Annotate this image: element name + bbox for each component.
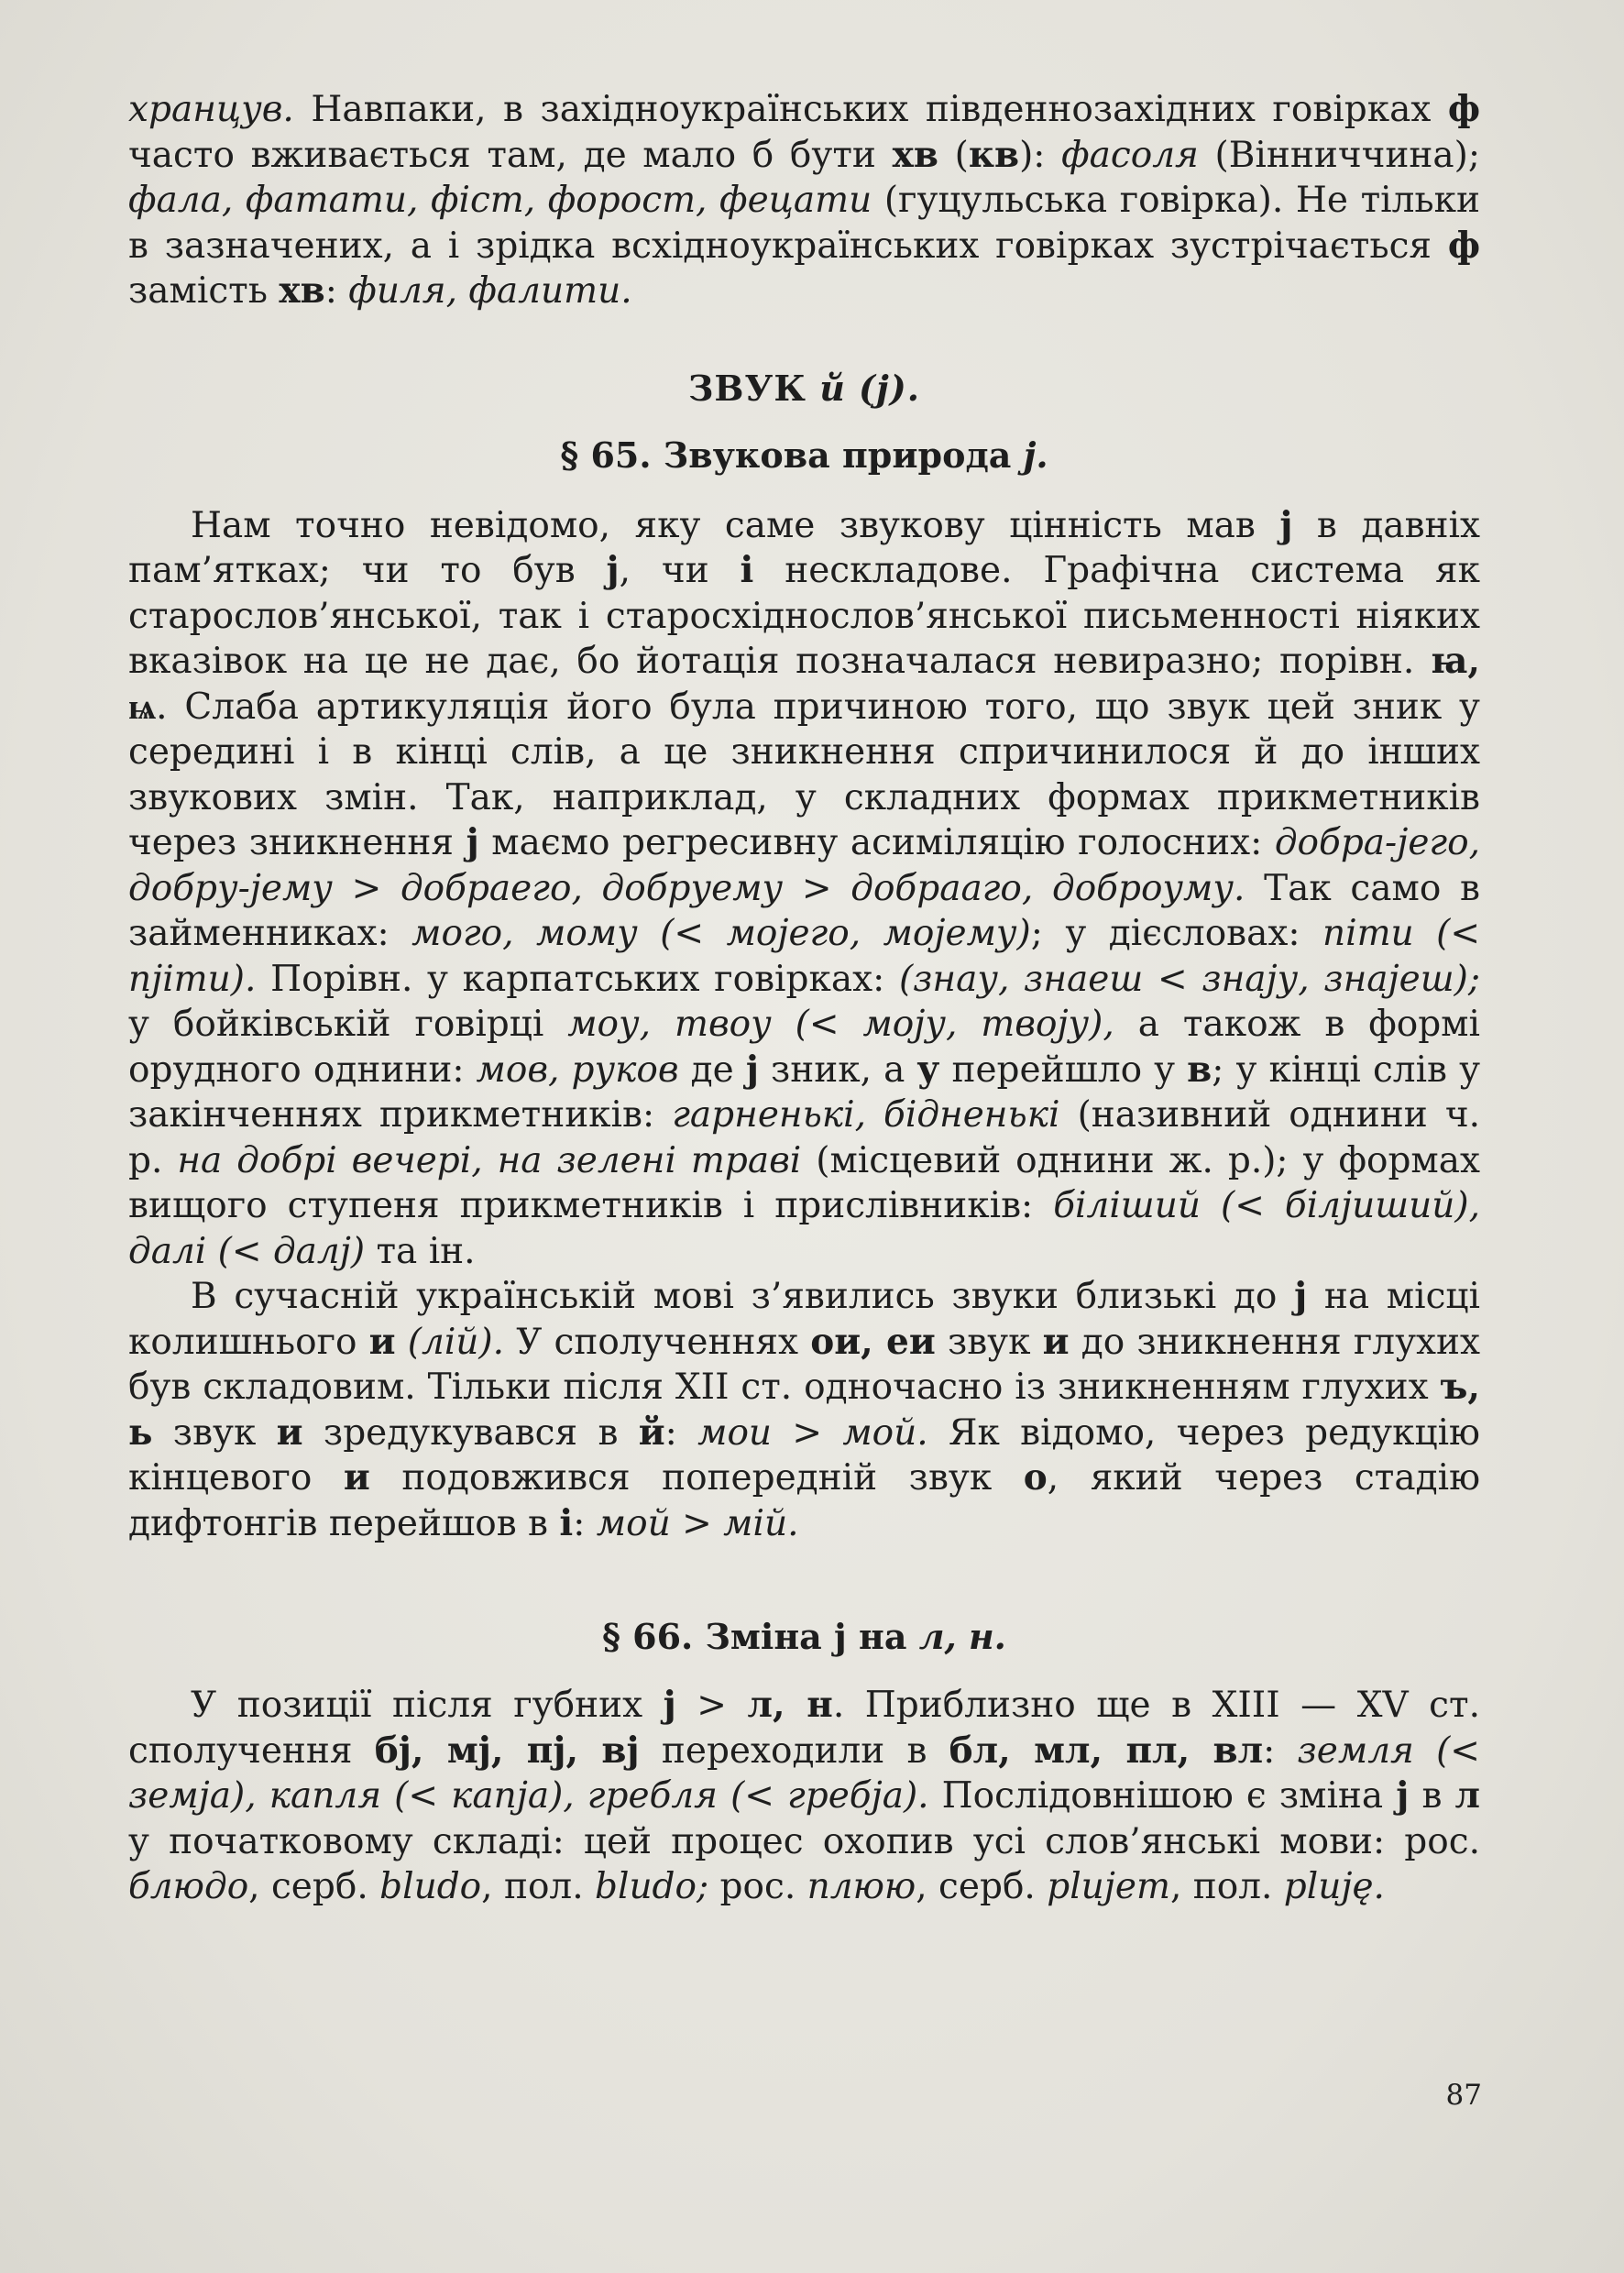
- p4-run-23: plujem: [1047, 1866, 1170, 1907]
- h65-run-1: j.: [1023, 434, 1048, 476]
- p2-run-3: j: [606, 549, 620, 591]
- p2-run-26: перейшло у: [939, 1049, 1188, 1091]
- p2-run-16: Порівн. у карпатських говірках:: [256, 958, 899, 1000]
- p2-run-30: (називний однини ч. р.: [128, 1094, 1481, 1181]
- paragraph-modern-language: [128, 1274, 1480, 1546]
- p4-run-19: bludo;: [595, 1866, 709, 1907]
- p1-run-3: часто вживається там, де мало б бути: [128, 134, 893, 176]
- text-column: [128, 87, 1480, 1910]
- p4-run-1: j: [663, 1684, 676, 1726]
- p4-run-10: Послідовнішою є зміна: [928, 1775, 1397, 1817]
- p3-run-20: подовжився попередній звук: [369, 1457, 1024, 1499]
- p4-run-3: л, н: [747, 1684, 833, 1726]
- p4-run-13: л: [1454, 1774, 1480, 1817]
- p2-run-2: в давніх пам’ятках; чи то був: [128, 504, 1480, 591]
- p3-run-2: на місці колишнього: [128, 1276, 1480, 1363]
- p1-run-10: фала, фатати, фіст, форост, фецати: [128, 180, 872, 221]
- p4-run-17: bludo: [379, 1866, 482, 1907]
- p1-run-0: хранцув.: [128, 89, 294, 130]
- p1-run-11: (гуцульська говірка). Не тільки в зазначених, а і зрідка всхідноукраїнських говірках зустрічається: [128, 180, 1480, 267]
- p2-run-8: . Слаба артикуляція його була причиною того, що звук цей зник у середині і в кінці слів, а це зникнення спричинилося й до інших звукових змін. Так, наприклад, у складних формах прикметників через зникнення: [128, 686, 1480, 863]
- p4-run-7: бл, мл, пл, вл: [949, 1729, 1264, 1772]
- paragraph-continued: [128, 87, 1480, 314]
- p2-run-21: мов, руков: [476, 1049, 679, 1091]
- p2-run-32: (місцевий однини ж. р.); у формах вищого ступеня прикметників і прислівників:: [128, 1139, 1481, 1226]
- p1-run-15: :: [324, 270, 349, 312]
- p4-run-0: У позиції після губних: [191, 1685, 664, 1726]
- h66-run-1: j: [834, 1616, 847, 1657]
- p1-run-5: (: [938, 134, 969, 176]
- p3-run-14: зредукувався в: [302, 1411, 639, 1454]
- p3-run-13: и: [276, 1411, 303, 1454]
- p2-run-14: ; у дієсловах:: [1030, 913, 1322, 954]
- p1-run-6: кв: [968, 133, 1020, 176]
- p3-run-10: до зникнення глухих був складовим. Тільки після XII ст. одночасно із зникненням глухих: [128, 1321, 1481, 1408]
- p4-run-21: плюю: [807, 1866, 916, 1907]
- h_sound-run-1: й (j).: [819, 367, 920, 409]
- p4-run-2: >: [675, 1685, 748, 1726]
- h66-run-3: л, н.: [918, 1616, 1006, 1657]
- p2-run-1: j: [1279, 503, 1293, 546]
- p2-run-29: гарненькі, бідненькі: [672, 1094, 1060, 1136]
- p4-run-4: . Приблизно ще в XIII — XV ст. сполучення: [128, 1685, 1480, 1772]
- p2-run-10: маємо регресивну асиміляцію голосних:: [478, 822, 1275, 863]
- section-heading-sound-j: [128, 368, 1480, 409]
- p2-run-31: на добрі вечері, на зелені траві: [177, 1139, 802, 1181]
- section-heading-66: [128, 1616, 1480, 1657]
- p3-run-17: мои > мой.: [697, 1411, 928, 1454]
- p3-run-5: (лій).: [407, 1321, 505, 1363]
- p1-run-13: замість: [128, 270, 280, 312]
- p4-run-9: земля (< земја), капля (< капја), гребля (< гребја).: [128, 1729, 1480, 1817]
- p2-run-27: в: [1187, 1048, 1213, 1091]
- p2-run-20: а також в формі орудного однини:: [128, 1004, 1480, 1091]
- p2-run-12: Так само в займенниках:: [128, 867, 1480, 954]
- section-heading-65: [128, 434, 1480, 476]
- p3-run-4: [396, 1322, 408, 1363]
- p1-run-9: (Вінниччина);: [1198, 134, 1480, 176]
- p1-run-14: хв: [279, 269, 325, 312]
- p4-run-16: , серб.: [248, 1866, 380, 1907]
- page-number: 87: [1445, 2079, 1482, 2112]
- paragraph-sound-nature: [128, 503, 1480, 1275]
- p4-run-24: , пол.: [1169, 1866, 1284, 1907]
- p2-run-15: піти (< пјіти).: [128, 913, 1481, 1000]
- p3-run-8: звук: [935, 1321, 1043, 1363]
- p3-run-9: и: [1042, 1320, 1070, 1363]
- p4-run-5: бj, мj, пj, вj: [374, 1729, 640, 1772]
- p2-run-9: j: [466, 821, 479, 863]
- p2-run-24: зник, а: [758, 1049, 917, 1091]
- p4-run-18: , пол.: [481, 1866, 595, 1907]
- p3-run-24: :: [573, 1502, 597, 1544]
- p4-run-8: :: [1263, 1729, 1298, 1772]
- p2-run-17: (знау, знаеш < знају, знајеш);: [898, 958, 1481, 1000]
- p4-run-14: у початковому складі: цей процес охопив усі слов’янські мови: рос.: [128, 1820, 1480, 1862]
- p4-run-11: j: [1396, 1774, 1410, 1817]
- p2-run-5: і: [740, 549, 754, 591]
- p3-run-12: звук: [152, 1411, 277, 1454]
- p1-run-4: хв: [892, 133, 938, 176]
- p1-run-8: фасоля: [1061, 134, 1199, 176]
- p3-run-18: Як відомо, через редукцію кінцевого: [128, 1411, 1481, 1499]
- p3-run-6: У сполученнях: [504, 1321, 811, 1363]
- p2-run-25: у: [916, 1048, 940, 1091]
- p3-run-3: и: [368, 1320, 396, 1363]
- p2-run-33: біліший (< білјиший), далі (< далј): [128, 1185, 1481, 1272]
- p1-run-7: ):: [1019, 134, 1062, 176]
- p3-run-21: о: [1023, 1456, 1048, 1499]
- p3-run-1: j: [1294, 1275, 1308, 1317]
- p2-run-0: Нам точно невідомо, яку саме звукову цінність мав: [191, 504, 1280, 546]
- p2-run-4: , чи: [619, 550, 741, 591]
- p4-run-12: в: [1409, 1775, 1455, 1817]
- p2-run-22: де: [678, 1049, 746, 1091]
- p3-run-0: В сучасній українській мові з’явились звуки близькі до: [191, 1276, 1295, 1317]
- p3-run-19: и: [343, 1456, 370, 1499]
- p1-run-2: ф: [1447, 88, 1480, 130]
- p2-run-13: мого, мому (< мојего, мојему): [411, 913, 1031, 954]
- p3-run-23: і: [559, 1501, 574, 1544]
- p3-run-16: :: [664, 1411, 698, 1454]
- p1-run-16: филя, фалити.: [348, 270, 632, 312]
- p2-run-23: j: [745, 1048, 759, 1091]
- h66-run-2: на: [846, 1616, 919, 1657]
- p2-run-7: ꙗ, ѩ: [128, 640, 1480, 728]
- p2-run-18: у бойківській говірці: [128, 1004, 568, 1045]
- paragraph-labial-change: [128, 1683, 1480, 1910]
- p1-run-1: Навпаки, в західноукраїнських південнозахідних говірках: [293, 89, 1448, 130]
- p4-run-6: переходили в: [639, 1729, 949, 1772]
- p3-run-22: , який через стадію дифтонгів перейшов в: [128, 1457, 1481, 1544]
- p3-run-25: мой > мій.: [596, 1502, 799, 1544]
- p4-run-22: , серб.: [916, 1866, 1048, 1907]
- p2-run-19: моу, твоу (< моју, твоју),: [567, 1004, 1114, 1045]
- p4-run-25: pluję.: [1283, 1866, 1385, 1907]
- p2-run-28: ; у кінці слів у закінченнях прикметників:: [128, 1049, 1481, 1136]
- p3-run-11: ъ, ь: [128, 1366, 1480, 1454]
- p2-run-11: добра-јего, добру-јему > добраего, добруему > добрааго, доброуму.: [128, 822, 1480, 909]
- p4-run-15: блюдо: [128, 1866, 249, 1907]
- p1-run-12: ф: [1447, 224, 1480, 267]
- h65-run-0: § 65. Звукова природа: [560, 434, 1024, 476]
- p2-run-6: нескладове. Графічна система як старослов’янської, так і старосхіднослов’янської письменності ніяких вказівок на це не дає, бо йотація позначалася невиразно; порівн.: [128, 550, 1480, 682]
- p3-run-7: ои, еи: [810, 1320, 936, 1363]
- h66-run-0: § 66. Зміна: [602, 1616, 835, 1657]
- p3-run-15: й: [638, 1411, 665, 1454]
- p2-run-34: та ін.: [365, 1230, 476, 1272]
- p4-run-20: рос.: [708, 1866, 807, 1907]
- h_sound-run-0: ЗВУК: [688, 367, 820, 409]
